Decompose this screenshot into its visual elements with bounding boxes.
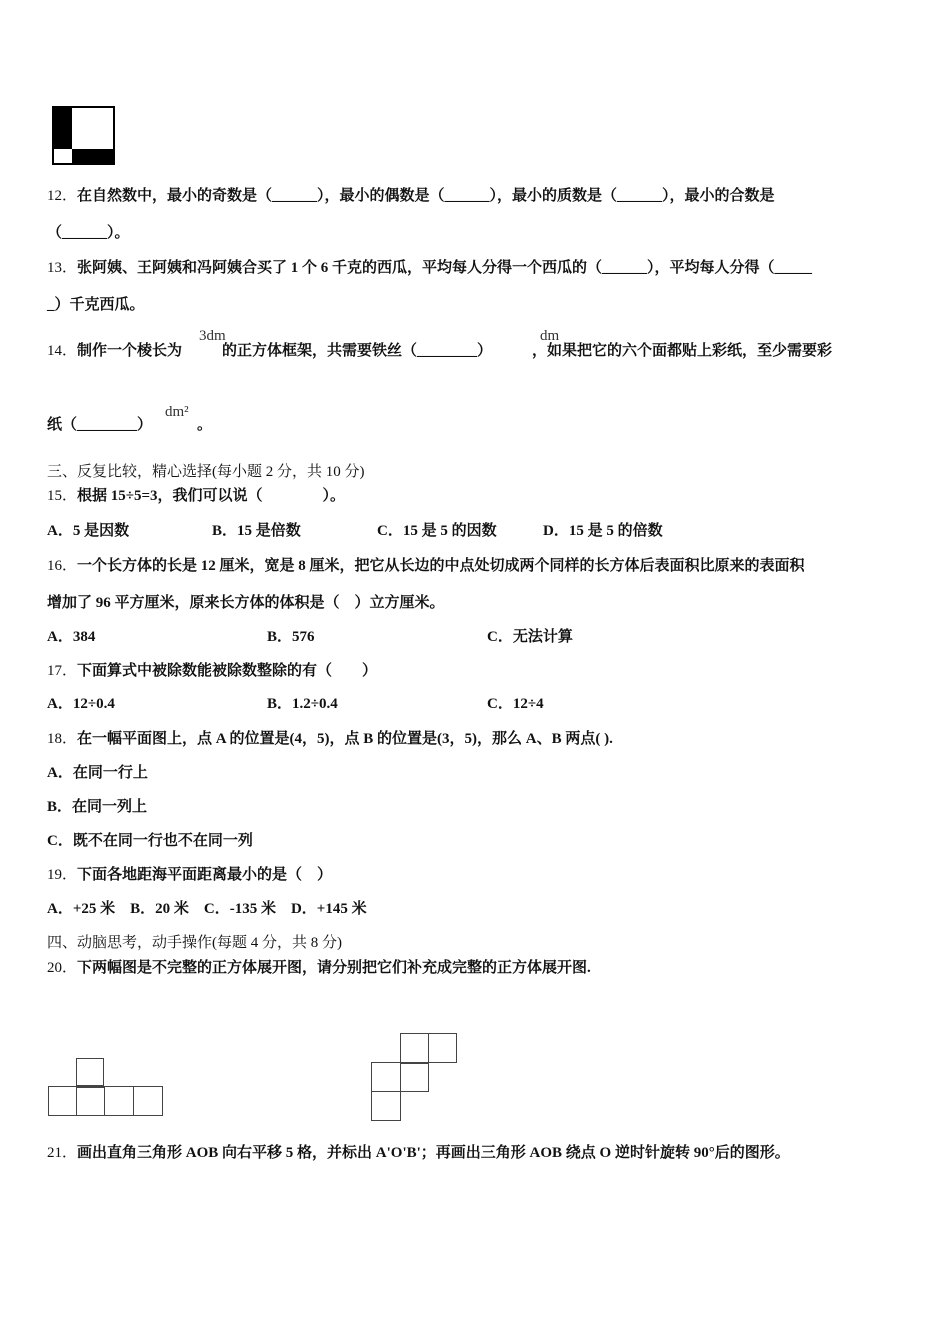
q16-option-a[interactable]: A．384 — [47, 629, 96, 645]
q15-text: 根据 15÷5=3，我们可以说（ ）。 — [77, 488, 346, 504]
q14-end: 。 — [197, 417, 213, 433]
q17 — [47, 661, 377, 681]
q17-option-a[interactable]: A．12÷0.4 — [47, 696, 115, 712]
q14-unit-dm: dm — [540, 328, 560, 344]
q15-option-b[interactable]: B．15 是倍数 — [212, 523, 301, 539]
q14-text-3: ，如果把它的六个面都贴上彩纸，至少需要彩 — [532, 343, 833, 359]
q19 — [47, 865, 332, 885]
q19-number: 19． — [47, 867, 78, 883]
q14-unit-3dm: 3dm — [199, 328, 226, 344]
q15-option-d[interactable]: D．15 是 5 的倍数 — [543, 523, 663, 539]
q18-option-c[interactable]: C．既不在同一行也不在同一列 — [47, 833, 253, 849]
q15-number: 15． — [47, 488, 78, 504]
q19-options[interactable]: A．+25 米 B．20 米 C．-135 米 D．+145 米 — [47, 901, 367, 917]
q14-number: 14． — [47, 343, 78, 359]
section-4-heading: 四、动脑思考，动手操作(每题 4 分，共 8 分) — [47, 935, 342, 951]
q12-line1 — [47, 186, 775, 206]
q21 — [47, 1143, 790, 1163]
q13-line1 — [47, 258, 812, 278]
q21-number: 21． — [47, 1145, 78, 1161]
q15 — [47, 486, 345, 506]
q13-text: 张阿姨、王阿姨和冯阿姨合买了 1 个 6 千克的西瓜，平均每人分得一个西瓜的（______），平均每人分得（_____ — [77, 260, 813, 276]
q20 — [47, 958, 591, 978]
q20-text: 下两幅图是不完整的正方体展开图，请分别把它们补充成完整的正方体展开图. — [77, 960, 591, 976]
q18 — [47, 729, 613, 749]
q16-text: 一个长方体的长是 12 厘米，宽是 8 厘米，把它从长边的中点处切成两个同样的长方体后表面积比原来的表面积 — [77, 558, 805, 574]
q16-option-b[interactable]: B．576 — [267, 629, 315, 645]
q14-text-4: 纸（________） — [47, 417, 153, 433]
q14-unit-dm2: dm² — [165, 404, 189, 420]
q14-line1 — [47, 341, 832, 361]
q17-number: 17． — [47, 663, 78, 679]
q14-text-2: 的正方体框架，共需要铁丝（________） — [222, 343, 493, 359]
q13-number: 13． — [47, 260, 78, 276]
q13-line2: _）千克西瓜。 — [47, 297, 145, 313]
q16-option-c[interactable]: C．无法计算 — [487, 629, 573, 645]
q16-line2: 增加了 96 平方厘米，原来长方体的体积是（ ）立方厘米。 — [47, 595, 445, 611]
q16-number: 16． — [47, 558, 78, 574]
q18-option-a[interactable]: A．在同一行上 — [47, 765, 148, 781]
q15-option-c[interactable]: C．15 是 5 的因数 — [377, 523, 497, 539]
q18-option-b[interactable]: B．在同一列上 — [47, 799, 148, 815]
square-figure — [52, 106, 115, 165]
q20-number: 20． — [47, 960, 78, 976]
q17-option-c[interactable]: C．12÷4 — [487, 696, 544, 712]
q12-number: 12． — [47, 188, 78, 204]
q12-line2: （______）。 — [47, 225, 130, 241]
q15-option-a[interactable]: A．5 是因数 — [47, 523, 130, 539]
section-3-heading: 三、反复比较，精心选择(每小题 2 分，共 10 分) — [47, 464, 365, 480]
q16-line1 — [47, 556, 805, 576]
q17-option-b[interactable]: B．1.2÷0.4 — [267, 696, 338, 712]
q17-text: 下面算式中被除数能被除数整除的有（ ） — [77, 663, 378, 679]
q18-text: 在一幅平面图上，点 A 的位置是(4，5)，点 B 的位置是(3，5)，那么 A、B 两点( ). — [77, 731, 613, 747]
q21-text: 画出直角三角形 AOB 向右平移 5 格，并标出 A'O'B'；再画出三角形 AOB 绕点 O 逆时针旋转 90°后的图形。 — [77, 1145, 790, 1161]
q14-text-1: 制作一个棱长为 — [77, 343, 183, 359]
q12-text: 在自然数中，最小的奇数是（______），最小的偶数是（______），最小的质数是（______），最小的合数是 — [77, 188, 775, 204]
q18-number: 18． — [47, 731, 78, 747]
q19-text: 下面各地距海平面距离最小的是（ ） — [77, 867, 333, 883]
